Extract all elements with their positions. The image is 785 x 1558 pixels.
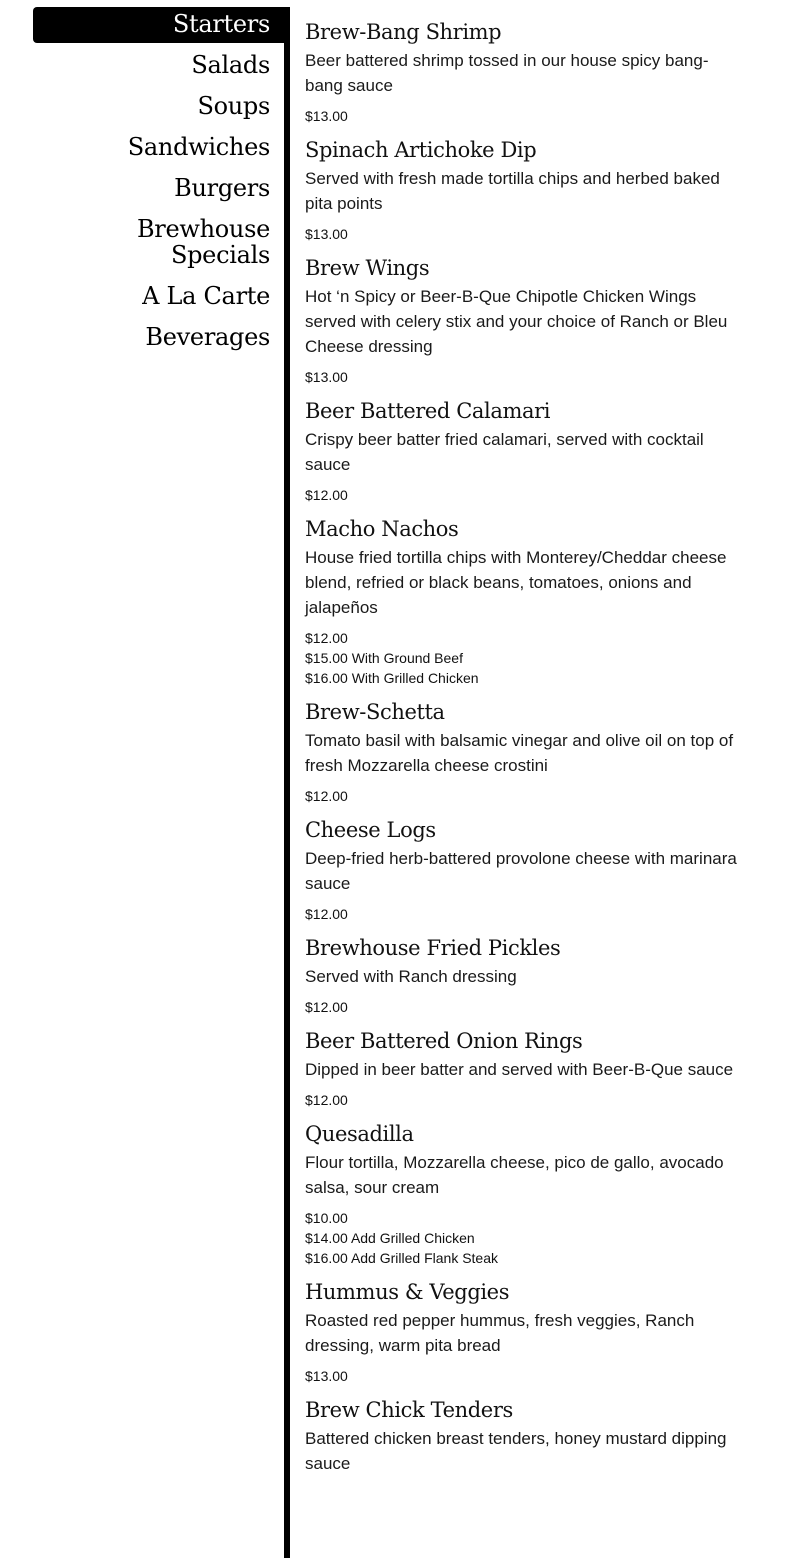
menu-item-name: Beer Battered Onion Rings xyxy=(305,1029,583,1053)
menu-item-description: Tomato basil with balsamic vinegar and olive oil on top of fresh Mozzarella cheese crostini xyxy=(305,731,734,775)
menu-item-price: $13.00 xyxy=(305,369,348,385)
menu-item-name: Brew Chick Tenders xyxy=(305,1398,513,1422)
menu-item-description: Dipped in beer batter and served with Beer-B-Que sauce xyxy=(305,1060,734,1079)
menu-item-description: Flour tortilla, Mozzarella cheese, pico de gallo, avocado salsa, sour cream xyxy=(305,1153,724,1197)
menu-item-price: $12.00 xyxy=(305,788,348,804)
menu-item-description: Crispy beer batter fried calamari, served with cocktail sauce xyxy=(305,430,704,474)
nav-item-beverages[interactable]: Beverages xyxy=(145,323,270,351)
menu-item xyxy=(305,516,740,688)
menu-item-price: $12.00 xyxy=(305,1092,348,1108)
nav-item-starters[interactable]: Starters xyxy=(33,7,284,43)
menu-item-name: Macho Nachos xyxy=(305,517,459,541)
menu-item-description: Served with Ranch dressing xyxy=(305,967,517,986)
menu-item-price-option: $16.00 Add Grilled Flank Steak xyxy=(305,1250,499,1266)
nav-item-brewhouse-specials[interactable] xyxy=(33,216,284,268)
nav-item-soups[interactable]: Soups xyxy=(197,92,270,120)
menu-item-name: Cheese Logs xyxy=(305,818,436,842)
menu-item xyxy=(305,817,740,924)
menu-item-name: Brewhouse Fried Pickles xyxy=(305,936,561,960)
menu-item-price: $13.00 xyxy=(305,108,348,124)
menu-item-price: $13.00 xyxy=(305,1368,348,1384)
vertical-divider xyxy=(284,7,290,1558)
menu-item xyxy=(305,398,740,505)
nav-item-label-line1: Brewhouse xyxy=(136,215,270,243)
nav-item-a-la-carte[interactable]: A La Carte xyxy=(142,282,270,310)
menu-item-price: $12.00 xyxy=(305,906,348,922)
menu-item-price-option: $14.00 Add Grilled Chicken xyxy=(305,1230,475,1246)
menu-item-price: $13.00 xyxy=(305,226,348,242)
nav-item-salads[interactable]: Salads xyxy=(191,51,270,79)
menu-item xyxy=(305,935,740,1017)
menu-item-price-option: $15.00 With Ground Beef xyxy=(305,650,463,666)
menu-item-description: Hot ‘n Spicy or Beer-B-Que Chipotle Chicken Wings served with celery stix and your choice of Ranch or Bleu Cheese dressing xyxy=(305,287,728,356)
nav-item-label-line2: Specials xyxy=(170,241,270,269)
menu-item xyxy=(305,699,740,806)
menu-item-description: Served with fresh made tortilla chips and herbed baked pita points xyxy=(305,169,720,213)
nav-item-burgers[interactable]: Burgers xyxy=(174,174,270,202)
menu-item-name: Hummus & Veggies xyxy=(305,1280,510,1304)
menu-item-name: Quesadilla xyxy=(305,1122,414,1146)
menu-item-name: Spinach Artichoke Dip xyxy=(305,138,537,162)
menu-item-name: Brew Wings xyxy=(305,256,430,280)
menu-item-description: Roasted red pepper hummus, fresh veggies, Ranch dressing, warm pita bread xyxy=(305,1311,695,1355)
menu-item xyxy=(305,1397,740,1476)
menu-item xyxy=(305,255,740,387)
menu-item-price: $12.00 xyxy=(305,999,348,1015)
menu-item xyxy=(305,1121,740,1268)
category-nav xyxy=(33,7,284,365)
menu-item-name: Brew-Bang Shrimp xyxy=(305,20,502,44)
menu-item-description: Deep-fried herb-battered provolone cheese with marinara sauce xyxy=(305,849,737,893)
menu-item xyxy=(305,19,740,126)
menu-item xyxy=(305,1028,740,1110)
menu-item xyxy=(305,137,740,244)
menu-item-description: Battered chicken breast tenders, honey mustard dipping sauce xyxy=(305,1429,727,1473)
nav-item-sandwiches[interactable]: Sandwiches xyxy=(127,133,270,161)
menu-item-list xyxy=(305,19,740,1487)
menu-item-price-option: $16.00 With Grilled Chicken xyxy=(305,670,479,686)
menu-item xyxy=(305,1279,740,1386)
menu-item-price: $10.00 xyxy=(305,1210,348,1226)
menu-item-description: House fried tortilla chips with Monterey/Cheddar cheese blend, refried or black beans, tomatoes, onions and jalapeños xyxy=(305,548,727,617)
menu-item-description: Beer battered shrimp tossed in our house spicy bang-bang sauce xyxy=(305,51,709,95)
menu-item-price: $12.00 xyxy=(305,487,348,503)
menu-item-name: Beer Battered Calamari xyxy=(305,399,551,423)
menu-item-name: Brew-Schetta xyxy=(305,700,445,724)
menu-item-price: $12.00 xyxy=(305,630,348,646)
